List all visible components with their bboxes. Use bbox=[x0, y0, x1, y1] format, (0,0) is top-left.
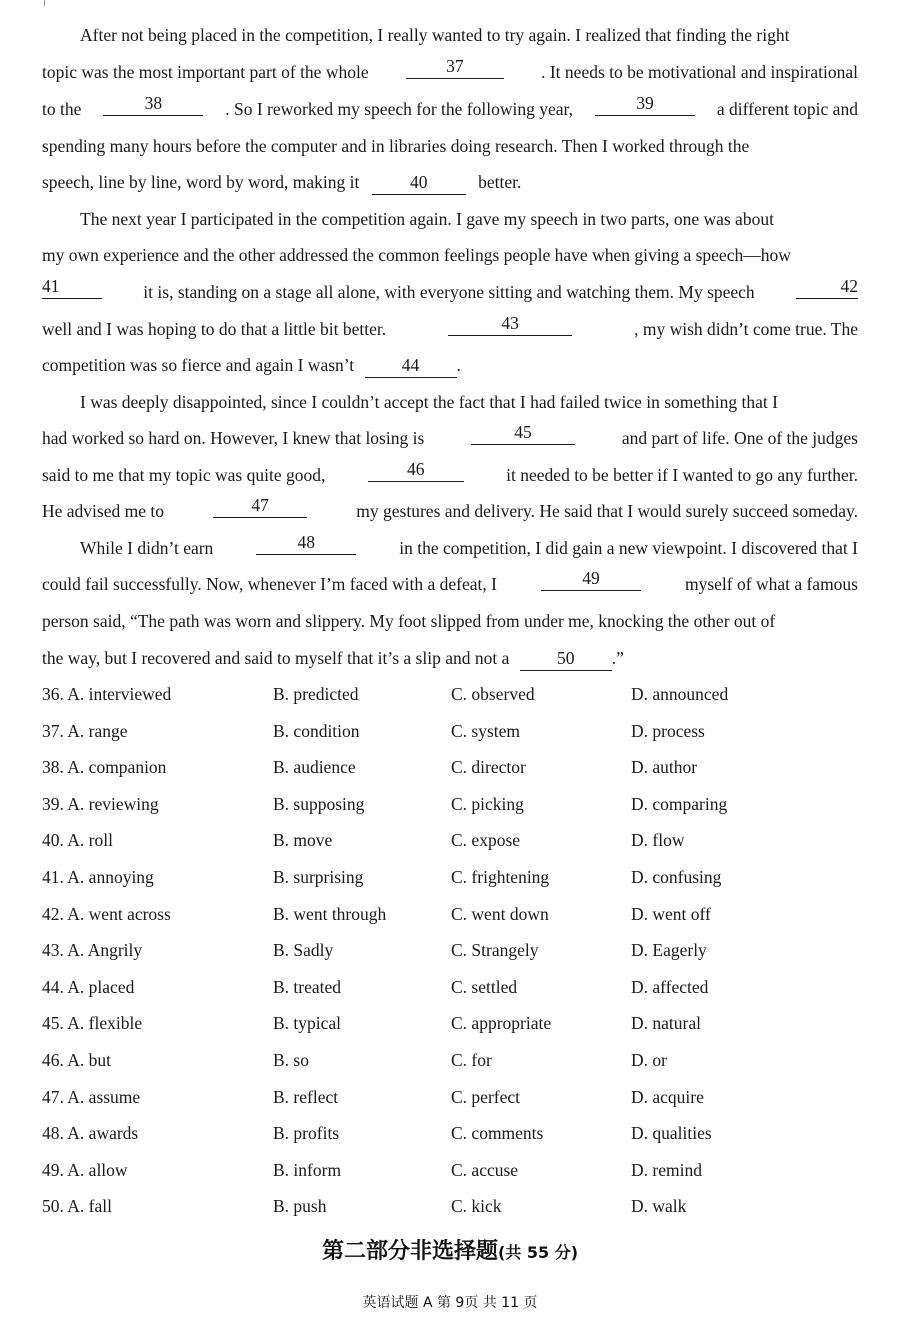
passage-text: . So I reworked my speech for the following year, bbox=[225, 99, 573, 119]
passage-line bbox=[42, 420, 858, 456]
passage-text: in the competition, I did gain a new viewpoint. I discovered that I bbox=[399, 538, 858, 558]
blank-43: 43 bbox=[448, 311, 572, 336]
option-b: B. inform bbox=[273, 1159, 342, 1180]
option-d: D. natural bbox=[631, 1013, 701, 1034]
option-row bbox=[42, 1152, 858, 1188]
option-b: B. went through bbox=[273, 903, 387, 924]
page-footer: 英语试题 A 第 9页 共 11 页 bbox=[362, 1295, 538, 1311]
option-b: B. move bbox=[273, 830, 333, 851]
option-d: D. author bbox=[631, 757, 698, 778]
blank-40: 40 bbox=[372, 170, 466, 195]
passage-line bbox=[42, 457, 858, 493]
passage-text: speech, line by line, word by word, making it bbox=[42, 172, 360, 192]
page-corner-mark bbox=[44, 0, 45, 6]
option-b: B. Sadly bbox=[273, 940, 334, 961]
option-a: 36. A. interviewed bbox=[42, 684, 172, 704]
option-c: C. settled bbox=[451, 976, 518, 997]
option-b: B. condition bbox=[273, 720, 360, 741]
option-a: 38. A. companion bbox=[42, 757, 167, 778]
option-row bbox=[42, 676, 858, 712]
option-row bbox=[42, 932, 858, 968]
option-c: C. kick bbox=[451, 1196, 502, 1217]
option-row bbox=[42, 1005, 858, 1041]
passage-line bbox=[80, 201, 858, 237]
section-title-text: 第二部分非选择题 bbox=[321, 1239, 498, 1264]
option-c: C. appropriate bbox=[451, 1013, 552, 1034]
option-c: C. expose bbox=[451, 830, 521, 851]
option-d: D. comparing bbox=[631, 793, 728, 814]
passage-text: . It needs to be motivational and inspirational bbox=[541, 62, 858, 82]
option-a: 49. A. allow bbox=[42, 1159, 128, 1180]
passage-line bbox=[42, 237, 858, 273]
passage-line bbox=[42, 347, 858, 383]
passage-line bbox=[80, 384, 858, 420]
option-row bbox=[42, 786, 858, 822]
option-a: 43. A. Angrily bbox=[42, 940, 143, 961]
passage-line bbox=[80, 17, 858, 53]
blank-50: 50 bbox=[520, 646, 612, 671]
passage-line bbox=[42, 603, 858, 639]
option-d: D. acquire bbox=[631, 1086, 704, 1107]
option-row bbox=[42, 822, 858, 858]
passage-text: While I didn’t earn bbox=[80, 538, 214, 558]
blank-38: 38 bbox=[103, 91, 203, 116]
blank-41: 41 bbox=[42, 274, 102, 299]
option-row bbox=[42, 1042, 858, 1078]
passage-text: a different topic and bbox=[716, 99, 858, 119]
option-a: 37. A. range bbox=[42, 720, 128, 741]
option-row bbox=[42, 969, 858, 1005]
option-d: D. Eagerly bbox=[631, 940, 707, 961]
passage-text: my gestures and delivery. He said that I would surely succeed someday. bbox=[356, 501, 858, 521]
passage-text: myself of what a famous bbox=[684, 574, 858, 594]
option-d: D. process bbox=[631, 720, 705, 741]
option-b: B. typical bbox=[273, 1013, 342, 1034]
passage-text: After not being placed in the competition, I really wanted to try again. I realized that finding the right bbox=[80, 25, 790, 45]
passage-text: person said, “The path was worn and slippery. My foot slipped from under me, knocking the other out of bbox=[42, 611, 776, 631]
blank-47: 47 bbox=[213, 493, 307, 518]
option-b: B. audience bbox=[273, 757, 356, 778]
option-row bbox=[42, 1115, 858, 1151]
option-c: C. comments bbox=[451, 1123, 544, 1144]
option-a: 42. A. went across bbox=[42, 903, 171, 924]
blank-44: 44 bbox=[365, 353, 457, 378]
passage-text: spending many hours before the computer and in libraries doing research. Then I worked through the bbox=[42, 136, 750, 156]
option-c: C. accuse bbox=[451, 1159, 519, 1180]
passage-text: I was deeply disappointed, since I couldn’t accept the fact that I had failed twice in something that I bbox=[80, 392, 778, 412]
section-score: (共 55 分) bbox=[497, 1243, 579, 1262]
option-a: 47. A. assume bbox=[42, 1086, 141, 1107]
option-d: D. confusing bbox=[631, 867, 722, 887]
option-b: B. treated bbox=[273, 976, 342, 997]
passage-text: my own experience and the other addressed the common feelings people have when giving a speech—how bbox=[42, 245, 791, 265]
option-d: D. qualities bbox=[631, 1123, 712, 1144]
passage-text: had worked so hard on. However, I knew that losing is bbox=[42, 428, 425, 448]
option-d: D. or bbox=[631, 1050, 667, 1070]
passage-line bbox=[42, 274, 858, 310]
passage-line bbox=[42, 311, 858, 347]
passage-text: said to me that my topic was quite good, bbox=[42, 465, 326, 485]
option-b: B. predicted bbox=[273, 684, 359, 704]
passage-text: to the bbox=[42, 99, 82, 119]
option-row bbox=[42, 859, 858, 895]
passage-text: well and I was hoping to do that a little bit better. bbox=[42, 319, 387, 339]
option-c: C. went down bbox=[451, 903, 549, 924]
option-c: C. perfect bbox=[451, 1086, 520, 1107]
passage-text: . bbox=[456, 355, 461, 375]
passage-line bbox=[42, 91, 858, 127]
passage-text: competition was so fierce and again I wasn’t bbox=[42, 355, 355, 375]
passage-line bbox=[42, 54, 858, 90]
option-b: B. push bbox=[273, 1196, 327, 1217]
option-c: C. for bbox=[451, 1050, 492, 1070]
blank-42: 42 bbox=[796, 274, 858, 299]
option-b: B. so bbox=[273, 1050, 309, 1070]
passage-line bbox=[42, 566, 858, 602]
passage-text: .” bbox=[611, 648, 624, 668]
option-a: 39. A. reviewing bbox=[42, 793, 159, 814]
passage-line bbox=[42, 493, 858, 529]
option-a: 46. A. but bbox=[42, 1050, 112, 1070]
option-c: C. observed bbox=[451, 684, 535, 704]
passage-text: the way, but I recovered and said to myself that it’s a slip and not a bbox=[42, 648, 510, 668]
option-d: D. walk bbox=[631, 1196, 687, 1217]
option-row bbox=[42, 713, 858, 749]
option-d: D. flow bbox=[631, 830, 685, 851]
passage-line bbox=[42, 128, 858, 164]
option-b: B. profits bbox=[273, 1123, 340, 1144]
passage-text: better. bbox=[478, 172, 522, 192]
passage-line bbox=[42, 640, 858, 676]
option-d: D. announced bbox=[631, 684, 729, 704]
passage-text: He advised me to bbox=[42, 501, 164, 521]
section-title bbox=[0, 1234, 900, 1265]
option-c: C. frightening bbox=[451, 867, 550, 887]
blank-37: 37 bbox=[406, 54, 504, 79]
option-d: D. remind bbox=[631, 1159, 702, 1180]
option-b: B. surprising bbox=[273, 867, 364, 887]
passage-text: it is, standing on a stage all alone, with everyone sitting and watching them. My speech bbox=[143, 282, 755, 302]
passage-text: it needed to be better if I wanted to go any further. bbox=[506, 465, 858, 485]
blank-46: 46 bbox=[368, 457, 464, 482]
blank-49: 49 bbox=[541, 566, 641, 591]
option-c: C. Strangely bbox=[451, 940, 539, 961]
option-row bbox=[42, 1188, 858, 1224]
passage-line bbox=[42, 164, 858, 200]
passage-text: and part of life. One of the judges bbox=[621, 428, 858, 448]
blank-39: 39 bbox=[595, 91, 695, 116]
option-a: 44. A. placed bbox=[42, 976, 135, 997]
option-a: 50. A. fall bbox=[42, 1196, 112, 1217]
option-b: B. supposing bbox=[273, 793, 365, 814]
passage-text: topic was the most important part of the whole bbox=[42, 62, 369, 82]
blank-45: 45 bbox=[471, 420, 575, 445]
passage-line bbox=[80, 530, 858, 566]
option-d: D. affected bbox=[631, 976, 709, 997]
passage-text: could fail successfully. Now, whenever I’m faced with a defeat, I bbox=[42, 574, 497, 594]
option-row bbox=[42, 1079, 858, 1115]
option-d: D. went off bbox=[631, 903, 711, 924]
option-c: C. system bbox=[451, 720, 521, 741]
passage-text: , my wish didn’t come true. The bbox=[634, 319, 858, 339]
blank-48: 48 bbox=[256, 530, 356, 555]
passage-text: The next year I participated in the competition again. I gave my speech in two parts, one was about bbox=[80, 209, 774, 229]
option-c: C. director bbox=[451, 757, 526, 778]
option-a: 40. A. roll bbox=[42, 830, 113, 851]
option-row bbox=[42, 749, 858, 785]
option-row bbox=[42, 896, 858, 932]
option-a: 41. A. annoying bbox=[42, 867, 154, 887]
option-c: C. picking bbox=[451, 793, 524, 814]
option-b: B. reflect bbox=[273, 1086, 339, 1107]
option-a: 48. A. awards bbox=[42, 1123, 139, 1144]
option-a: 45. A. flexible bbox=[42, 1013, 143, 1034]
